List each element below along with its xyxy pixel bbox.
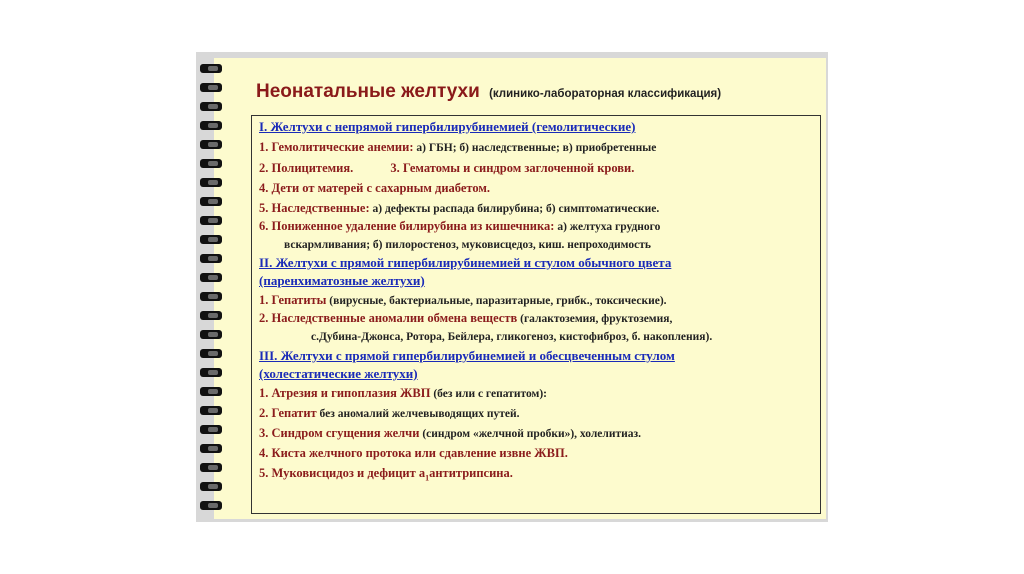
binding-ring [200,387,222,396]
section-heading-3: III. Желтухи с прямой гипербилирубинемией и обесцвеченным стулом [259,348,675,363]
binding-ring [200,501,222,510]
list-item: 3. Синдром сгущения желчи (синдром «желчной пробки»), холелитиаз. [259,426,641,440]
binding-ring [200,197,222,206]
section-heading-1: I. Желтухи с непрямой гипербилирубинемией (гемолитические) [259,119,636,134]
title-subtitle: (клинико-лабораторная классификация) [489,88,722,100]
binding-ring [200,368,222,377]
list-item-continuation: с.Дубина-Джонса, Ротора, Бейлера, гликогеноз, кистофиброз, б. накопления). [311,331,713,343]
binding-ring [200,292,222,301]
list-item-continuation: вскармливания; б) пилоростеноз, муковисцедоз, киш. непроходимость [284,239,651,251]
binding-ring [200,349,222,358]
list-item: 1. Гемолитические анемии: а) ГБН; б) наследственные; в) приобретенные [259,140,657,154]
list-item: 4. Киста желчного протока или сдавление извне ЖВП. [259,446,568,460]
binding-ring [200,482,222,491]
binding-ring [200,463,222,472]
list-item: 2. Полицитемия. 3. Гематомы и синдром заглоченной крови. [259,161,635,175]
binding-ring [200,311,222,320]
binding-ring [200,140,222,149]
binding-ring [200,64,222,73]
list-item: 2. Гепатит без аномалий желчевыводящих путей. [259,406,520,420]
binding-ring [200,406,222,415]
section-heading-2-continuation: (паренхиматозные желтухи) [259,273,425,288]
binding-ring [200,254,222,263]
list-item: 1. Атрезия и гипоплазия ЖВП (без или с гепатитом): [259,386,547,400]
list-item: 4. Дети от матерей с сахарным диабетом. [259,181,491,195]
binding-ring [200,330,222,339]
slide-title [256,81,816,103]
list-item: 5. Муковисцидоз и дефицит $а_1антитрипсина$. [259,466,513,483]
binding-ring [200,273,222,282]
binding-ring [200,425,222,434]
list-item: 2. Наследственные аномалии обмена веществ (галактоземия, фруктоземия, [259,311,673,325]
section-heading-2: II. Желтухи с прямой гипербилирубинемией и стулом обычного цвета [259,255,672,270]
section-heading-3-continuation: (холестатические желтухи) [259,366,418,381]
binding-ring [200,121,222,130]
binding-ring [200,216,222,225]
list-item: 6. Пониженное удаление билирубина из кишечника: а) желтуха грудного [259,219,661,233]
binding-ring [200,178,222,187]
binding-ring [200,102,222,111]
title-text: Неонатальные желтухи [256,81,480,102]
list-item: 1. Гепатиты (вирусные, бактериальные, паразитарные, грибк., токсические). [259,293,667,307]
binding-ring [200,235,222,244]
binding-ring [200,444,222,453]
binding-ring [200,159,222,168]
binding-ring [200,83,222,92]
spiral-binding [196,60,226,520]
list-item: 5. Наследственные: а) дефекты распада билирубина; б) симптоматические. [259,201,660,215]
